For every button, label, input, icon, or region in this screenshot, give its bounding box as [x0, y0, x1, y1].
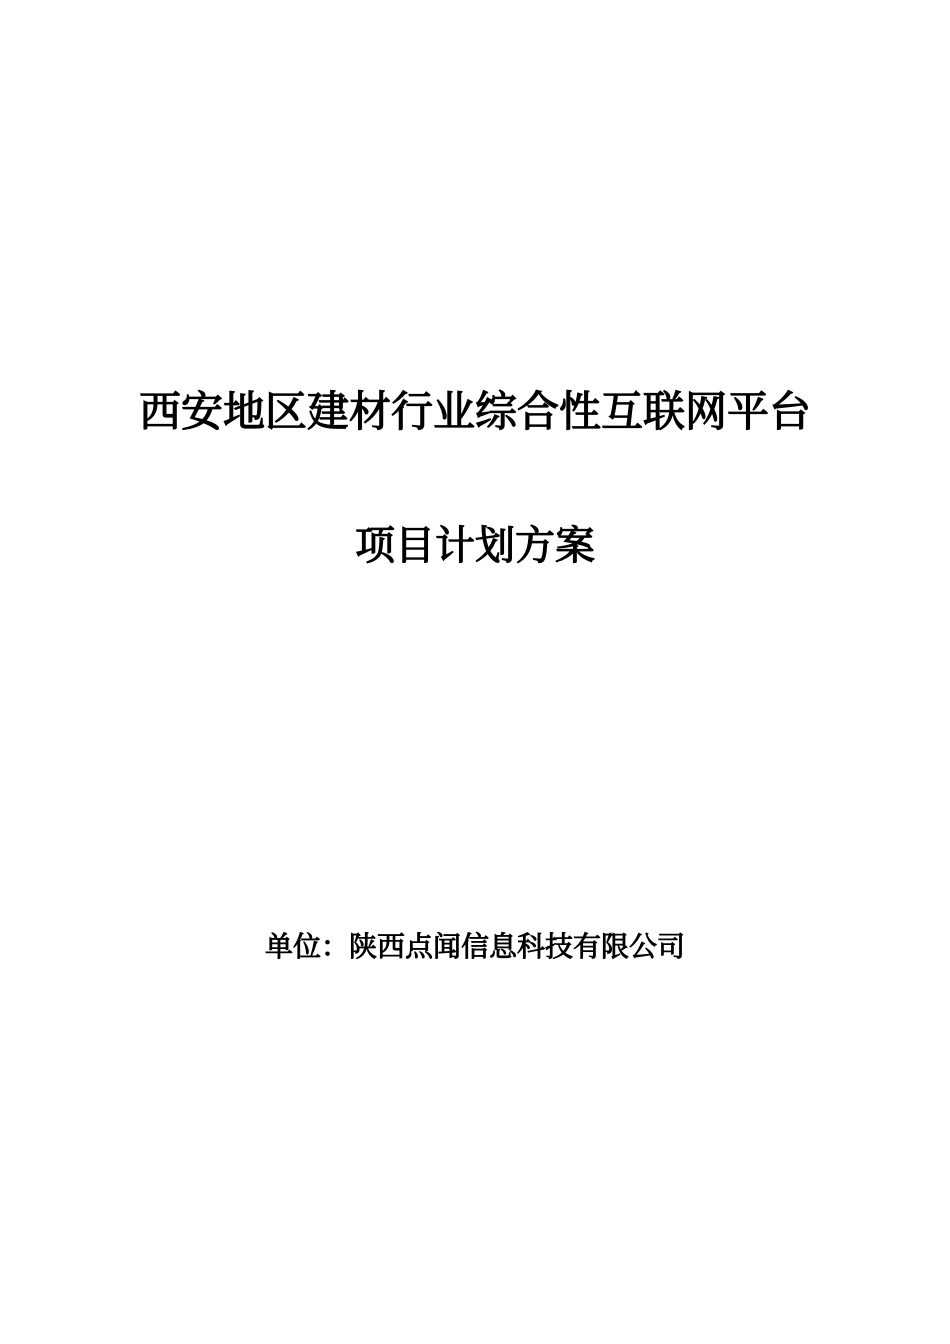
- organization-line: 单位：陕西点闻信息科技有限公司: [264, 932, 685, 963]
- document-title: 西安地区建材行业综合性互联网平台: [138, 390, 811, 436]
- document-subtitle: 项目计划方案: [355, 523, 595, 568]
